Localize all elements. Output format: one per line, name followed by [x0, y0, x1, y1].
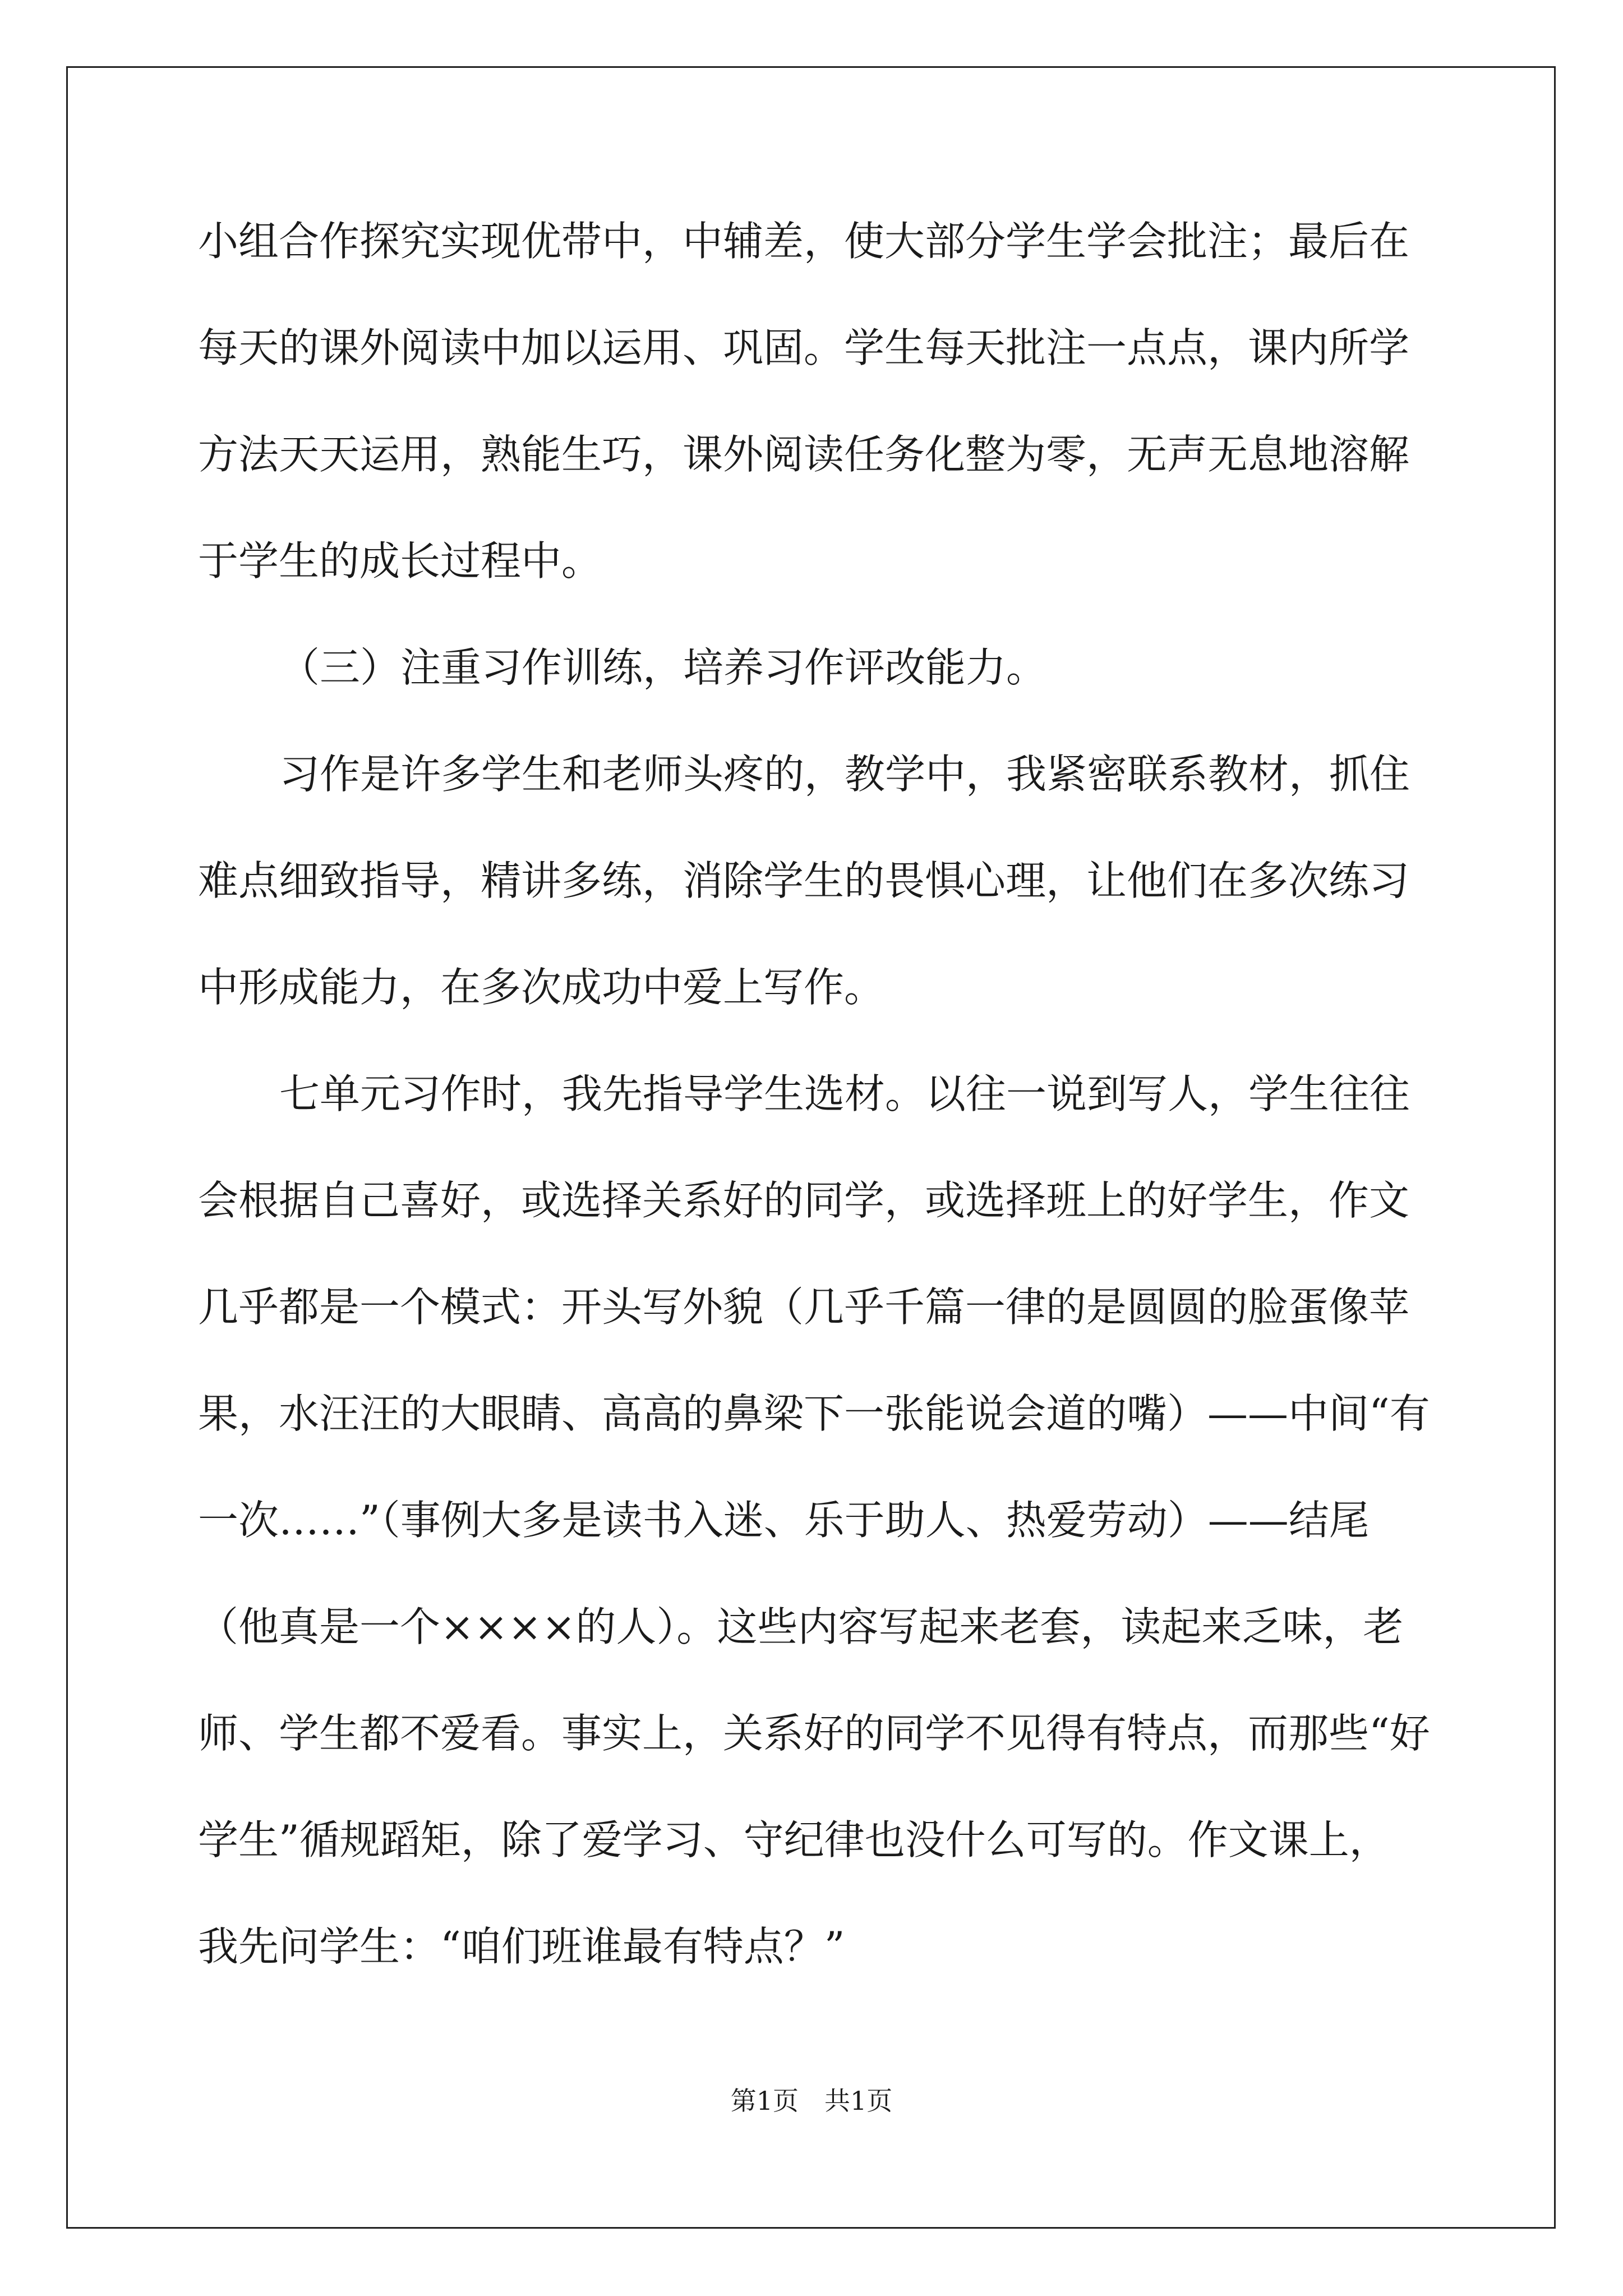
text-line: 每天的课外阅读中加以运用、巩固。学生每天批注一点点，课内所学 — [198, 324, 1410, 371]
section-heading — [198, 639, 1422, 746]
paragraph — [198, 746, 1422, 1066]
paragraph — [198, 213, 1422, 639]
text-line: 果，水汪汪的大眼睛、高高的鼻梁下一张能说会道的嘴）——中间“有 — [198, 1390, 1430, 1437]
text-line: 会根据自己喜好，或选择关系好的同学，或选择班上的好学生，作文 — [198, 1177, 1410, 1224]
text-line: 我先问学生：“咱们班谁最有特点？” — [198, 1923, 845, 1970]
text-line: 学生”循规蹈矩，除了爱学习、守纪律也没什么可写的。作文课上， — [198, 1816, 1390, 1864]
document-body — [198, 213, 1430, 2025]
text-line: 于学生的成长过程中。 — [198, 537, 602, 585]
text-line: 难点细致指导，精讲多练，消除学生的畏惧心理，让他们在多次练习 — [198, 857, 1410, 904]
text-line: 小组合作探究实现优带中，中辅差，使大部分学生学会批注；最后在 — [198, 218, 1410, 265]
text-line: 习作是许多学生和老师头疼的，教学中，我紧密联系教材，抓住 — [279, 751, 1410, 798]
text-line: 方法天天运用，熟能生巧，课外阅读任务化整为零，无声无息地溶解 — [198, 431, 1410, 478]
paragraph — [198, 1066, 1430, 2025]
text-line: 一次……”（事例大多是读书入迷、乐于助人、热爱劳动）——结尾 — [198, 1497, 1370, 1544]
text-line: 几乎都是一个模式：开头写外貌（几乎千篇一律的是圆圆的脸蛋像苹 — [198, 1283, 1410, 1331]
text-line: （三）注重习作训练，培养习作评改能力。 — [279, 644, 1047, 691]
text-line: 七单元习作时，我先指导学生选材。以往一说到写人，学生往往 — [279, 1070, 1410, 1117]
text-line: （他真是一个××××的人）。这些内容写起来老套，读起来乏味，老 — [198, 1603, 1404, 1650]
page-footer: 第1页 共1页 — [730, 2086, 893, 2116]
text-line: 中形成能力，在多次成功中爱上写作。 — [198, 964, 885, 1011]
text-line: 师、学生都不爱看。事实上，关系好的同学不见得有特点，而那些“好 — [198, 1710, 1430, 1757]
